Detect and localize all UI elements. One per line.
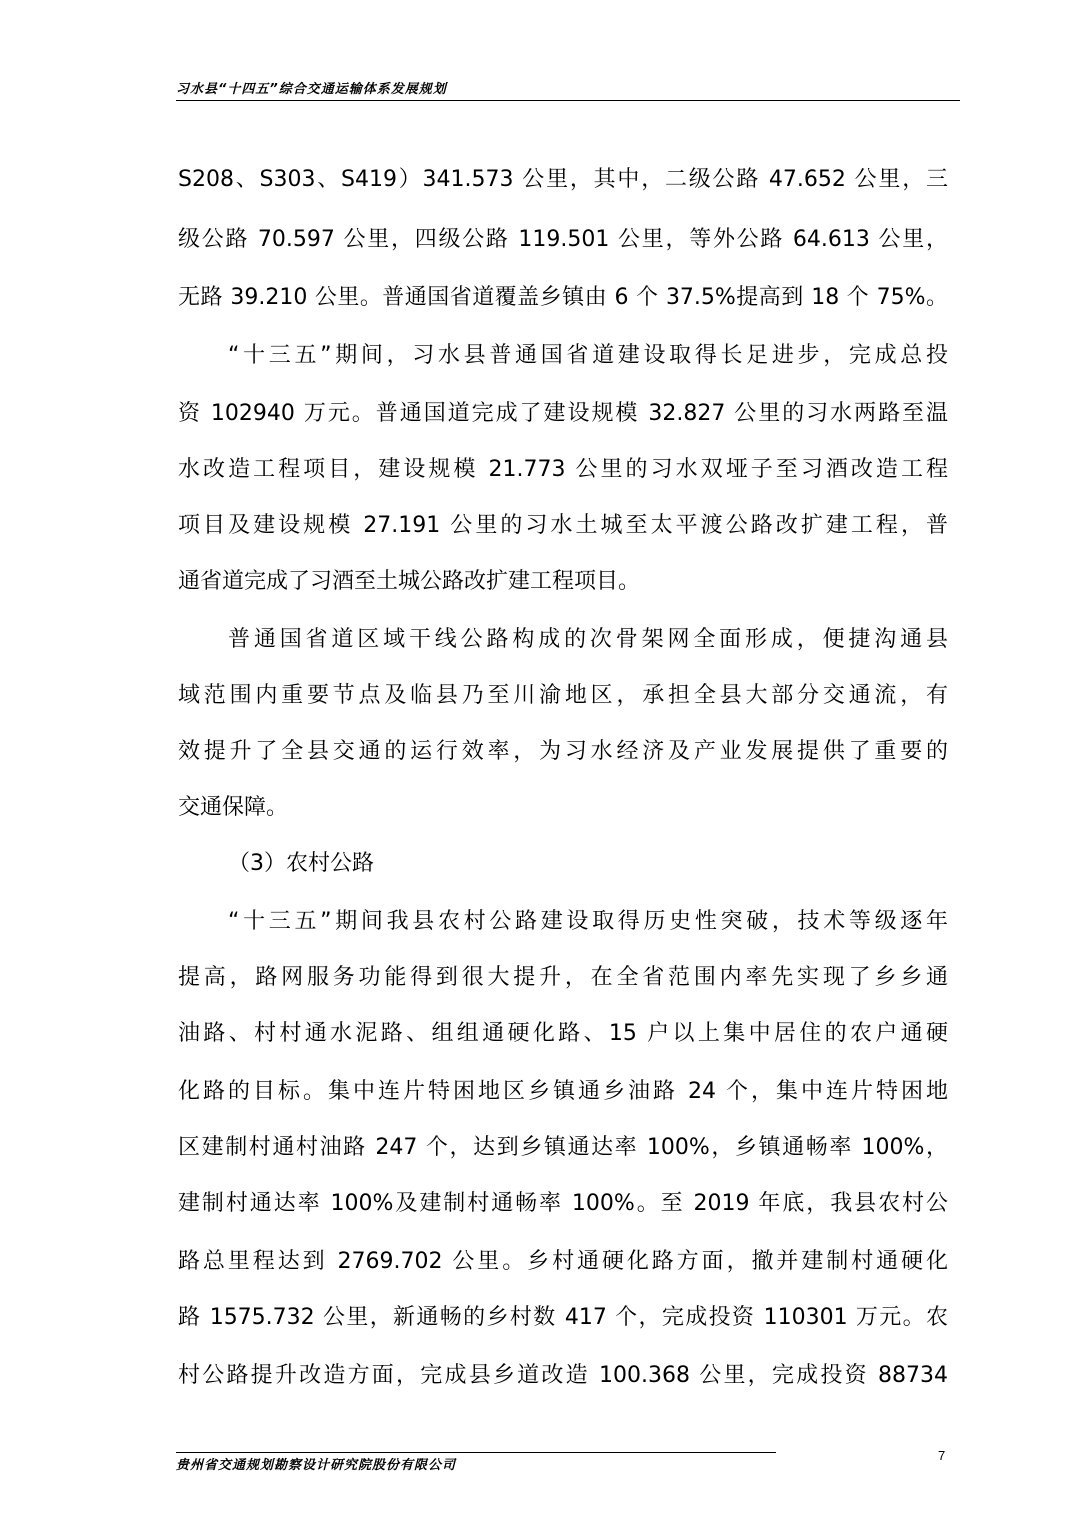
paragraph-first-line: “十三五”期间我县农村公路建设取得历史性突破，技术等级逐年	[228, 909, 948, 934]
paragraph-last-line: 交通保障。	[178, 795, 289, 820]
document-title: 习水县“十四五”综合交通运输体系发展规划	[176, 82, 447, 97]
paragraph-first-line: “十三五”期间，习水县普通国省道建设取得长足进步，完成总投	[228, 343, 948, 368]
paragraph-first-line: 普通国省道区域干线公路构成的次骨架网全面形成，便捷沟通县	[228, 627, 948, 652]
text-line: 效提升了全县交通的运行效率，为习水经济及产业发展提供了重要的	[178, 739, 948, 764]
text-line: 级公路 70.597 公里，四级公路 119.501 公里，等外公路 64.613 公里，	[178, 227, 948, 252]
text-line: 域范围内重要节点及临县乃至川渝地区，承担全县大部分交通流，有	[178, 683, 948, 708]
section-heading: （3）农村公路	[228, 851, 374, 876]
text-line: 路总里程达到 2769.702 公里。乡村通硬化路方面，撤并建制村通硬化	[178, 1249, 948, 1274]
text-line: 建制村通达率 100%及建制村通畅率 100%。至 2019 年底，我县农村公	[178, 1191, 948, 1216]
text-line: 提高，路网服务功能得到很大提升，在全省范围内率先实现了乡乡通	[178, 965, 948, 990]
footer-rule	[176, 1452, 776, 1453]
text-line: 水改造工程项目，建设规模 21.773 公里的习水双垭子至习酒改造工程	[178, 457, 948, 482]
text-line: 资 102940 万元。普通国道完成了建设规模 32.827 公里的习水两路至温	[178, 401, 948, 426]
page-number: 7	[938, 1448, 946, 1463]
text-line: 路 1575.732 公里，新通畅的乡村数 417 个，完成投资 110301 万元。农	[178, 1305, 948, 1330]
page-footer	[176, 1448, 960, 1476]
text-line: 项目及建设规模 27.191 公里的习水土城至太平渡公路改扩建工程，普	[178, 513, 948, 538]
text-line: 化路的目标。集中连片特困地区乡镇通乡油路 24 个，集中连片特困地	[178, 1079, 948, 1104]
text-line: S208、S303、S419）341.573 公里，其中，二级公路 47.652 公里，三	[178, 167, 948, 192]
text-line: 无路 39.210 公里。普通国省道覆盖乡镇由 6 个 37.5%提高到 18 个 75%。	[178, 285, 948, 310]
text-line: 村公路提升改造方面，完成县乡道改造 100.368 公里，完成投资 88734	[178, 1363, 948, 1388]
company-name: 贵州省交通规划勘察设计研究院股份有限公司	[176, 1458, 457, 1473]
text-line: 油路、村村通水泥路、组组通硬化路、15 户以上集中居住的农户通硬	[178, 1021, 948, 1046]
text-line: 区建制村通村油路 247 个，达到乡镇通达率 100%，乡镇通畅率 100%，	[178, 1135, 948, 1160]
page-header	[176, 78, 960, 101]
paragraph-last-line: 通省道完成了习酒至土城公路改扩建工程项目。	[178, 569, 641, 594]
